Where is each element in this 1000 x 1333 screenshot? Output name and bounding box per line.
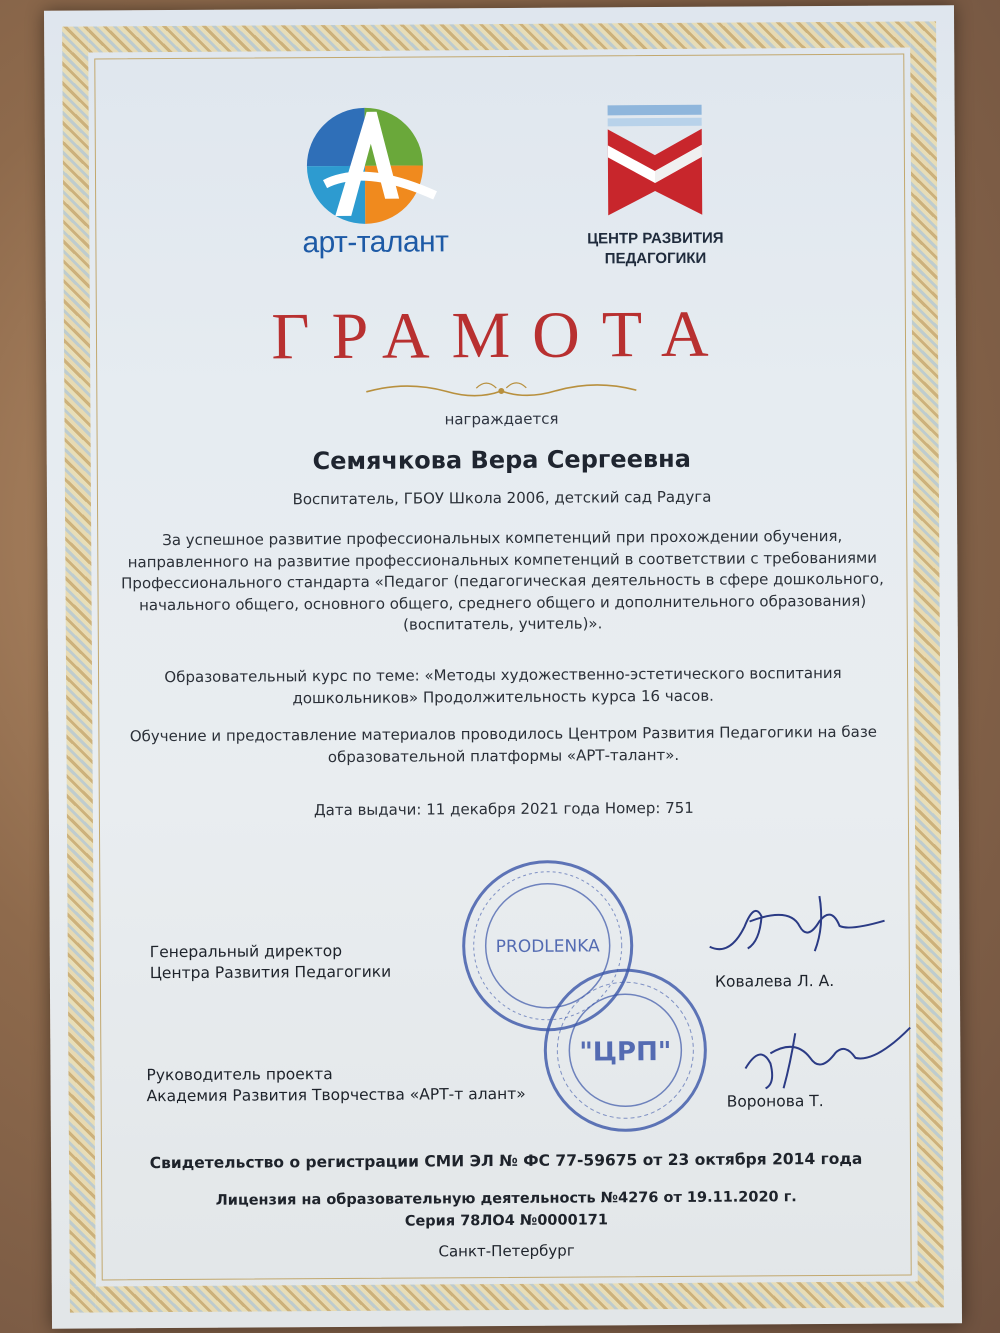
recipient-position: Воспитатель, ГБОУ Школа 2006, детский сад Радуга	[292, 487, 712, 509]
crp-logo-line-2: ПЕДАГОГИКИ	[604, 249, 707, 268]
license-info	[51, 1185, 961, 1235]
certificate-paper	[44, 5, 962, 1329]
stamp1-center-text: PRODLENKA	[495, 936, 600, 958]
art-talant-emblem-icon	[295, 103, 456, 229]
stamp2-center-text: "ЦРП"	[579, 1036, 672, 1068]
license-line-2: Серия 78ЛО4 №0000171	[404, 1212, 608, 1230]
crp-logo-text	[560, 228, 750, 269]
project-head-name: Воронова Т.	[726, 1092, 824, 1111]
project-head-signature-icon	[735, 1017, 915, 1098]
crp-logo	[580, 97, 731, 288]
director-name: Ковалева Л. А.	[714, 971, 835, 991]
crp-emblem-icon	[580, 97, 731, 226]
project-head-title-line-2: Академия Развития Творчества «АРТ-т алант»	[146, 1084, 526, 1106]
director-title-line-1: Генеральный директор	[149, 941, 343, 962]
recipient-name: Семячкова Вера Сергеевна	[312, 444, 691, 476]
director-title	[150, 941, 392, 984]
art-talant-logo	[295, 103, 449, 274]
issue-date-number: Дата выдачи: 11 декабря 2021 года Номер: 751	[313, 798, 694, 820]
crp-logo-line-1: ЦЕНТР РАЗВИТИЯ	[587, 229, 724, 248]
crp-stamp-icon	[540, 965, 711, 1136]
course-paragraph: Образовательный курс по теме: «Методы художественно-эстетического воспитания дошкольников» Продолжительность курса 16 часов.	[164, 663, 842, 707]
project-head-title-line-1: Руководитель проекта	[146, 1065, 333, 1085]
city-label: Санкт-Петербург	[438, 1241, 575, 1261]
project-head-title	[146, 1063, 525, 1107]
flourish-ornament-icon	[356, 377, 646, 405]
art-talant-logo-text: арт-талант	[302, 225, 449, 260]
certificate-title: ГРАМОТА	[271, 297, 731, 374]
awarded-label: награждается	[444, 409, 559, 429]
award-reason-paragraph: За успешное развитие профессиональных компетенций при прохождении обучения, направленного на развитие профессиональных компетенций в соответствии с требованиями Профессионального стандарта «Педагог (педагогическая деятельность в сфере дошкольного, начального общего, основного общего, среднего общего и дополнительного образования) (воспитатель, учитель)».	[121, 526, 884, 634]
license-line-1: Лицензия на образовательную деятельность №4276 от 19.11.2020 г.	[215, 1189, 797, 1209]
certificate-content	[44, 5, 962, 1329]
director-signature-icon	[699, 886, 889, 967]
provider-paragraph: Обучение и предоставление материалов проводилось Центром Развития Педагогики на базе образовательной платформы «АРТ-талант».	[129, 722, 878, 766]
media-registration: Свидетельство о регистрации СМИ ЭЛ № ФС 77-59675 от 23 октября 2014 года	[149, 1149, 863, 1173]
director-title-line-2: Центра Развития Педагогики	[149, 962, 392, 983]
